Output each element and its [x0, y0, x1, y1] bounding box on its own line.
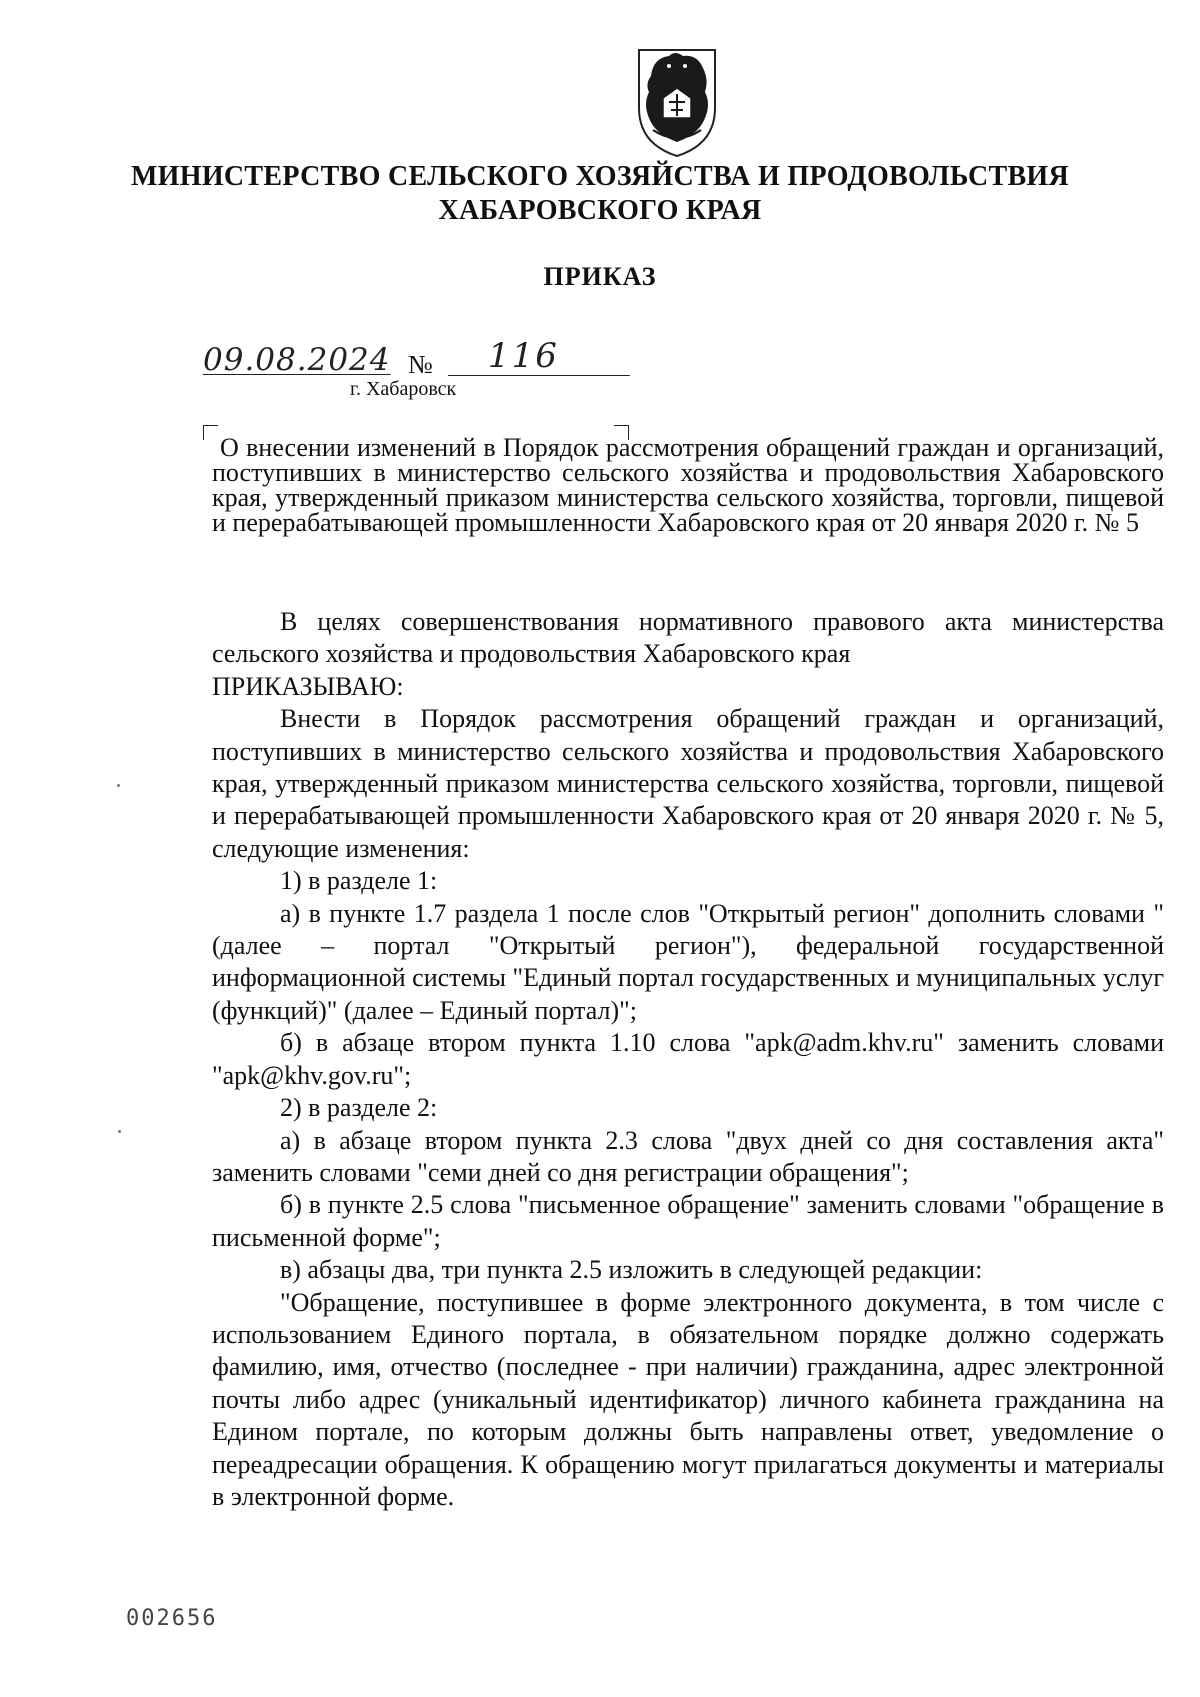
order-number-handwritten: 116 — [488, 336, 559, 376]
body-paragraph: б) в пункте 2.5 слова "письменное обращение" заменить словами "обращение в письменной форме"; — [212, 1190, 1164, 1252]
body-paragraph: "Обращение, поступившее в форме электронного документа, в том числе с использованием Единого портала, в обязательном порядке должно содержать фамилию, имя, отчество (последнее - при наличии) гражданина, адрес электронной почты либо адрес (уникальный идентификатор) личного кабинета гражданина на Едином портале, по которым должны быть направлены ответ, уведомление о переадресации обращения. К обращению могут прилагаться документы и материалы в электронной форме. — [212, 1287, 1164, 1511]
order-date-handwritten: 09.08.2024 — [203, 342, 391, 378]
scan-speck — [117, 784, 120, 787]
serial-number: 002656 — [126, 1606, 218, 1631]
order-body — [212, 606, 1164, 1513]
body-paragraph: 2) в разделе 2: — [280, 1093, 438, 1123]
body-paragraph: б) в абзаце втором пункта 1.10 слова "apk@adm.khv.ru" заменить словами "apk@khv.gov.ru"; — [212, 1028, 1164, 1090]
order-number-label: № — [408, 350, 433, 379]
coat-of-arms-icon — [633, 46, 721, 158]
body-paragraph: 1) в разделе 1: — [280, 866, 438, 896]
order-word: ПРИКАЗЫВАЮ: — [212, 671, 404, 701]
body-paragraph: в) абзацы два, три пункта 2.5 изложить в следующей редакции: — [280, 1255, 983, 1285]
ministry-name-line2: ХАБАРОВСКОГО КРАЯ — [438, 195, 762, 226]
preamble-paragraph: В целях совершенствования нормативного правового акта министерства сельского хозяйства и продовольствия Хабаровского края — [212, 607, 1164, 669]
document-type-title: ПРИКАЗ — [543, 262, 657, 291]
body-paragraph: Внести в Порядок рассмотрения обращений граждан и организаций, поступивших в министерство сельского хозяйства и продовольствия Хабаровского края, утвержденный приказом министерства сельского хозяйства, торговли, пищевой и перерабатывающей промышленности Хабаровского края от 20 января 2020 г. № 5, следующие изменения: — [212, 704, 1164, 863]
order-subject: О внесении изменений в Порядок рассмотрения обращений граждан и организаций, поступивших в министерство сельского хозяйства и продовольствия Хабаровского края, утвержденный приказом министерства сельского хозяйства, торговли, пищевой и перерабатывающей промышленности Хабаровского края от 20 января 2020 г. № 5 — [212, 433, 1164, 537]
ministry-name-line1: МИНИСТЕРСТВО СЕЛЬСКОГО ХОЗЯЙСТВА И ПРОДОВОЛЬСТВИЯ — [130, 161, 1070, 192]
order-city: г. Хабаровск — [350, 378, 457, 400]
scan-speck — [118, 1130, 121, 1133]
body-paragraph: а) в пункте 1.7 раздела 1 после слов "Открытый регион" дополнить словами " (далее – портал "Открытый регион"), федеральной государственной информационной системы "Единый портал государственных и муниципальных услуг (функций)" (далее – Единый портал)"; — [212, 898, 1164, 1025]
body-paragraph: а) в абзаце втором пункта 2.3 слова "двух дней со дня составления акта" заменить словами "семи дней со дня регистрации обращения"; — [212, 1125, 1164, 1187]
